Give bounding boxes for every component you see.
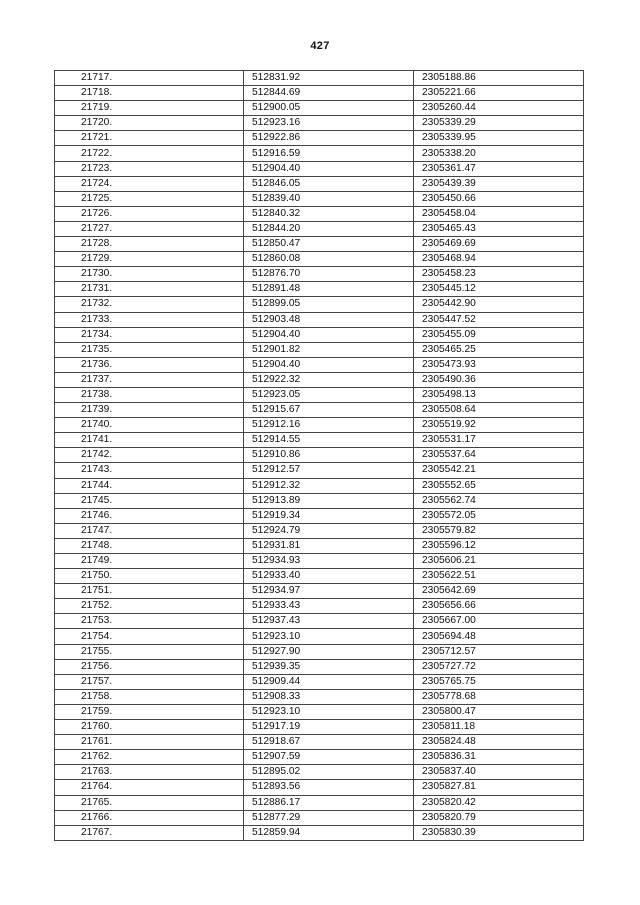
table-row	[55, 342, 584, 357]
point-number-cell: 21724.	[55, 176, 244, 191]
y-coordinate-cell: 2305572.05	[414, 508, 584, 523]
x-coordinate-cell: 512912.16	[244, 418, 414, 433]
point-number-cell: 21717.	[55, 71, 244, 86]
x-coordinate-cell: 512912.57	[244, 463, 414, 478]
x-coordinate-cell: 512918.67	[244, 735, 414, 750]
y-coordinate-cell: 2305811.18	[414, 720, 584, 735]
y-coordinate-cell: 2305778.68	[414, 689, 584, 704]
point-number-cell: 21767.	[55, 825, 244, 840]
table-row	[55, 825, 584, 840]
y-coordinate-cell: 2305562.74	[414, 493, 584, 508]
point-number-cell: 21737.	[55, 372, 244, 387]
table-row	[55, 357, 584, 372]
table-row	[55, 508, 584, 523]
point-number-cell: 21725.	[55, 191, 244, 206]
table-row	[55, 659, 584, 674]
table-row	[55, 297, 584, 312]
table-row	[55, 614, 584, 629]
x-coordinate-cell: 512915.67	[244, 403, 414, 418]
x-coordinate-cell: 512840.32	[244, 206, 414, 221]
point-number-cell: 21744.	[55, 478, 244, 493]
table-row	[55, 523, 584, 538]
y-coordinate-cell: 2305820.79	[414, 810, 584, 825]
table-row	[55, 735, 584, 750]
point-number-cell: 21758.	[55, 689, 244, 704]
point-number-cell: 21745.	[55, 493, 244, 508]
x-coordinate-cell: 512937.43	[244, 614, 414, 629]
y-coordinate-cell: 2305455.09	[414, 327, 584, 342]
table-row	[55, 176, 584, 191]
point-number-cell: 21753.	[55, 614, 244, 629]
table-row	[55, 780, 584, 795]
point-number-cell: 21751.	[55, 584, 244, 599]
x-coordinate-cell: 512927.90	[244, 644, 414, 659]
x-coordinate-cell: 512913.89	[244, 493, 414, 508]
point-number-cell: 21738.	[55, 387, 244, 402]
y-coordinate-cell: 2305531.17	[414, 433, 584, 448]
point-number-cell: 21757.	[55, 674, 244, 689]
table-row	[55, 750, 584, 765]
x-coordinate-cell: 512886.17	[244, 795, 414, 810]
y-coordinate-cell: 2305694.48	[414, 629, 584, 644]
x-coordinate-cell: 512891.48	[244, 282, 414, 297]
point-number-cell: 21742.	[55, 448, 244, 463]
x-coordinate-cell: 512909.44	[244, 674, 414, 689]
point-number-cell: 21732.	[55, 297, 244, 312]
y-coordinate-cell: 2305596.12	[414, 538, 584, 553]
table-row	[55, 131, 584, 146]
x-coordinate-cell: 512893.56	[244, 780, 414, 795]
y-coordinate-cell: 2305642.69	[414, 584, 584, 599]
x-coordinate-cell: 512850.47	[244, 237, 414, 252]
table-row	[55, 629, 584, 644]
y-coordinate-cell: 2305820.42	[414, 795, 584, 810]
point-number-cell: 21747.	[55, 523, 244, 538]
y-coordinate-cell: 2305465.25	[414, 342, 584, 357]
x-coordinate-cell: 512907.59	[244, 750, 414, 765]
point-number-cell: 21763.	[55, 765, 244, 780]
y-coordinate-cell: 2305656.66	[414, 599, 584, 614]
table-row	[55, 418, 584, 433]
table-row	[55, 252, 584, 267]
point-number-cell: 21756.	[55, 659, 244, 674]
x-coordinate-cell: 512876.70	[244, 267, 414, 282]
table-row	[55, 689, 584, 704]
point-number-cell: 21726.	[55, 206, 244, 221]
table-row	[55, 569, 584, 584]
x-coordinate-cell: 512877.29	[244, 810, 414, 825]
x-coordinate-cell: 512904.40	[244, 357, 414, 372]
y-coordinate-cell: 2305221.66	[414, 86, 584, 101]
x-coordinate-cell: 512931.81	[244, 538, 414, 553]
point-number-cell: 21766.	[55, 810, 244, 825]
table-row	[55, 478, 584, 493]
x-coordinate-cell: 512903.48	[244, 312, 414, 327]
y-coordinate-cell: 2305537.64	[414, 448, 584, 463]
point-number-cell: 21733.	[55, 312, 244, 327]
y-coordinate-cell: 2305727.72	[414, 659, 584, 674]
table-row	[55, 599, 584, 614]
table-row	[55, 161, 584, 176]
x-coordinate-cell: 512900.05	[244, 101, 414, 116]
y-coordinate-cell: 2305765.75	[414, 674, 584, 689]
y-coordinate-cell: 2305465.43	[414, 221, 584, 236]
point-number-cell: 21764.	[55, 780, 244, 795]
point-number-cell: 21731.	[55, 282, 244, 297]
y-coordinate-cell: 2305260.44	[414, 101, 584, 116]
x-coordinate-cell: 512933.40	[244, 569, 414, 584]
point-number-cell: 21718.	[55, 86, 244, 101]
table-row	[55, 765, 584, 780]
y-coordinate-cell: 2305338.20	[414, 146, 584, 161]
y-coordinate-cell: 2305827.81	[414, 780, 584, 795]
table-row	[55, 71, 584, 86]
y-coordinate-cell: 2305445.12	[414, 282, 584, 297]
x-coordinate-cell: 512910.86	[244, 448, 414, 463]
point-number-cell: 21730.	[55, 267, 244, 282]
point-number-cell: 21740.	[55, 418, 244, 433]
point-number-cell: 21754.	[55, 629, 244, 644]
y-coordinate-cell: 2305622.51	[414, 569, 584, 584]
table-row	[55, 237, 584, 252]
y-coordinate-cell: 2305824.48	[414, 735, 584, 750]
x-coordinate-cell: 512860.08	[244, 252, 414, 267]
x-coordinate-cell: 512844.20	[244, 221, 414, 236]
point-number-cell: 21723.	[55, 161, 244, 176]
table-row	[55, 795, 584, 810]
point-number-cell: 21752.	[55, 599, 244, 614]
table-row	[55, 403, 584, 418]
table-row	[55, 221, 584, 236]
point-number-cell: 21762.	[55, 750, 244, 765]
y-coordinate-cell: 2305542.21	[414, 463, 584, 478]
x-coordinate-cell: 512839.40	[244, 191, 414, 206]
y-coordinate-cell: 2305458.04	[414, 206, 584, 221]
table-row	[55, 720, 584, 735]
x-coordinate-cell: 512917.19	[244, 720, 414, 735]
point-number-cell: 21734.	[55, 327, 244, 342]
y-coordinate-cell: 2305498.13	[414, 387, 584, 402]
x-coordinate-cell: 512923.10	[244, 629, 414, 644]
y-coordinate-cell: 2305188.86	[414, 71, 584, 86]
x-coordinate-cell: 512922.32	[244, 372, 414, 387]
x-coordinate-cell: 512904.40	[244, 161, 414, 176]
x-coordinate-cell: 512916.59	[244, 146, 414, 161]
x-coordinate-cell: 512922.86	[244, 131, 414, 146]
table-row	[55, 387, 584, 402]
point-number-cell: 21749.	[55, 554, 244, 569]
x-coordinate-cell: 512934.97	[244, 584, 414, 599]
point-number-cell: 21720.	[55, 116, 244, 131]
x-coordinate-cell: 512934.93	[244, 554, 414, 569]
table-row	[55, 101, 584, 116]
y-coordinate-cell: 2305468.94	[414, 252, 584, 267]
x-coordinate-cell: 512895.02	[244, 765, 414, 780]
y-coordinate-cell: 2305473.93	[414, 357, 584, 372]
table-row	[55, 116, 584, 131]
table-row	[55, 282, 584, 297]
y-coordinate-cell: 2305439.39	[414, 176, 584, 191]
table-row	[55, 554, 584, 569]
x-coordinate-cell: 512831.92	[244, 71, 414, 86]
coordinates-table-body	[55, 71, 584, 841]
y-coordinate-cell: 2305361.47	[414, 161, 584, 176]
table-row	[55, 644, 584, 659]
point-number-cell: 21736.	[55, 357, 244, 372]
x-coordinate-cell: 512939.35	[244, 659, 414, 674]
table-row	[55, 372, 584, 387]
y-coordinate-cell: 2305836.31	[414, 750, 584, 765]
y-coordinate-cell: 2305830.39	[414, 825, 584, 840]
y-coordinate-cell: 2305450.66	[414, 191, 584, 206]
table-row	[55, 206, 584, 221]
point-number-cell: 21735.	[55, 342, 244, 357]
x-coordinate-cell: 512904.40	[244, 327, 414, 342]
y-coordinate-cell: 2305667.00	[414, 614, 584, 629]
table-row	[55, 312, 584, 327]
point-number-cell: 21719.	[55, 101, 244, 116]
x-coordinate-cell: 512908.33	[244, 689, 414, 704]
y-coordinate-cell: 2305469.69	[414, 237, 584, 252]
y-coordinate-cell: 2305837.40	[414, 765, 584, 780]
point-number-cell: 21727.	[55, 221, 244, 236]
x-coordinate-cell: 512901.82	[244, 342, 414, 357]
point-number-cell: 21750.	[55, 569, 244, 584]
point-number-cell: 21765.	[55, 795, 244, 810]
table-row	[55, 463, 584, 478]
table-row	[55, 584, 584, 599]
point-number-cell: 21722.	[55, 146, 244, 161]
table-row	[55, 538, 584, 553]
table-row	[55, 493, 584, 508]
point-number-cell: 21741.	[55, 433, 244, 448]
y-coordinate-cell: 2305606.21	[414, 554, 584, 569]
point-number-cell: 21755.	[55, 644, 244, 659]
point-number-cell: 21760.	[55, 720, 244, 735]
table-row	[55, 810, 584, 825]
y-coordinate-cell: 2305490.36	[414, 372, 584, 387]
point-number-cell: 21728.	[55, 237, 244, 252]
x-coordinate-cell: 512859.94	[244, 825, 414, 840]
y-coordinate-cell: 2305339.95	[414, 131, 584, 146]
table-row	[55, 674, 584, 689]
y-coordinate-cell: 2305712.57	[414, 644, 584, 659]
table-row	[55, 86, 584, 101]
x-coordinate-cell: 512933.43	[244, 599, 414, 614]
y-coordinate-cell: 2305552.65	[414, 478, 584, 493]
table-row	[55, 448, 584, 463]
y-coordinate-cell: 2305442.90	[414, 297, 584, 312]
point-number-cell: 21721.	[55, 131, 244, 146]
table-row	[55, 191, 584, 206]
point-number-cell: 21746.	[55, 508, 244, 523]
page-number: 427	[310, 40, 330, 52]
y-coordinate-cell: 2305579.82	[414, 523, 584, 538]
x-coordinate-cell: 512924.79	[244, 523, 414, 538]
x-coordinate-cell: 512923.10	[244, 704, 414, 719]
table-row	[55, 704, 584, 719]
coordinates-table	[54, 70, 584, 841]
table-row	[55, 327, 584, 342]
x-coordinate-cell: 512844.69	[244, 86, 414, 101]
y-coordinate-cell: 2305339.29	[414, 116, 584, 131]
point-number-cell: 21761.	[55, 735, 244, 750]
table-row	[55, 267, 584, 282]
x-coordinate-cell: 512846.05	[244, 176, 414, 191]
point-number-cell: 21759.	[55, 704, 244, 719]
x-coordinate-cell: 512923.16	[244, 116, 414, 131]
point-number-cell: 21729.	[55, 252, 244, 267]
x-coordinate-cell: 512912.32	[244, 478, 414, 493]
y-coordinate-cell: 2305800.47	[414, 704, 584, 719]
x-coordinate-cell: 512923.05	[244, 387, 414, 402]
x-coordinate-cell: 512899.05	[244, 297, 414, 312]
x-coordinate-cell: 512919.34	[244, 508, 414, 523]
table-row	[55, 146, 584, 161]
point-number-cell: 21748.	[55, 538, 244, 553]
table-row	[55, 433, 584, 448]
x-coordinate-cell: 512914.55	[244, 433, 414, 448]
point-number-cell: 21743.	[55, 463, 244, 478]
y-coordinate-cell: 2305508.64	[414, 403, 584, 418]
y-coordinate-cell: 2305447.52	[414, 312, 584, 327]
y-coordinate-cell: 2305458.23	[414, 267, 584, 282]
y-coordinate-cell: 2305519.92	[414, 418, 584, 433]
point-number-cell: 21739.	[55, 403, 244, 418]
